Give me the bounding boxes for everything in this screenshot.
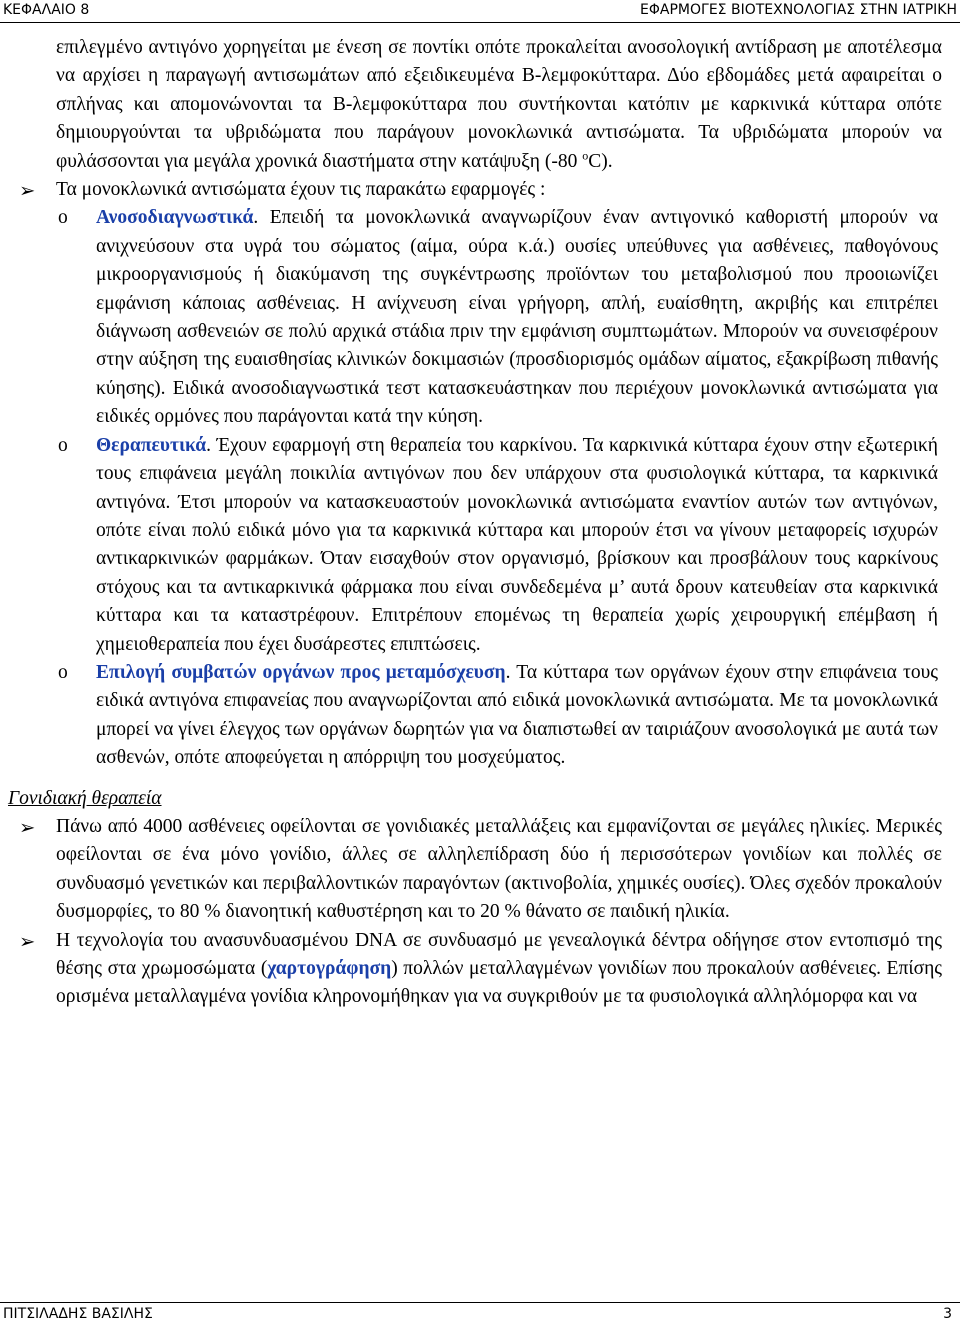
- page-body: [0, 34, 960, 1012]
- applications-intro: [0, 176, 960, 204]
- application-item: [0, 659, 960, 773]
- arrow-bullet-icon: ➢: [19, 931, 36, 953]
- author-name: ΠΙΤΣΙΛΑΔΗΣ ΒΑΣΙΛΗΣ: [3, 1306, 153, 1322]
- application-text: . Τα κύτταρα των οργάνων έχουν στην επιφάνεια τους ειδικά αντιγόνα επιφανείας που αναγνωρίζονται από ειδικά μονοκλωνικά αντισώματα. Με τα μονοκλωνικά μπορεί να γίνει έλεγχος των οργάνων δωρητών για να διαπιστωθεί αν ταιριάζουν ανοσολογικά με αυτά των ασθενών, οπότε αποφεύγεται η απόρριψη του μοσχεύματος.: [96, 661, 938, 769]
- page-header: [0, 0, 960, 24]
- gene-point: [0, 927, 960, 1012]
- header-title: ΕΦΑΡΜΟΓΕΣ ΒΙΟΤΕΧΝΟΛΟΓΙΑΣ ΣΤΗΝ ΙΑΤΡΙΚΗ: [640, 2, 957, 18]
- application-text: . Επειδή τα μονοκλωνικά αναγνωρίζουν έναν αντιγονικό καθοριστή μπορούν να ανιχνεύσουν στα υγρά του σώματος (αίμα, ούρα κ.ά.) ουσίες υπεύθυνες για ασθένειες, παθογόνους μικροοργανισμούς ή διακύμανση της συγκέντρωσης προϊόντων του μεταβολισμού που προοιωνίζει εμφάνιση κάποιας ασθένειας. Η ανίχνευση είναι γρήγορη, απλή, ευαίσθητη, ακριβής και επιτρέπει διάγνωση ασθενειών σε πολύ αρχικά στάδια πριν την εμφάνιση συμπτωμάτων. Μπορούν να συνεισφέρουν στην αύξηση της ευαισθησίας κλινικών δοκιμασιών (προσδιορισμός ομάδων αίματος, εξακρίβωση πιθανής κύησης). Ειδικά ανοσοδιαγνωστικά τεστ κατασκευάστηκαν που περιέχουν μονοκλωνικά αντισώματα για ειδικές ορμόνες που παράγονται κατά την κύηση.: [96, 207, 938, 428]
- degree-sup: ο: [582, 148, 589, 163]
- section-heading: Γονιδιακή θεραπεία: [8, 787, 162, 809]
- intro-paragraph: [0, 34, 960, 176]
- header-rule: [0, 22, 960, 23]
- page-number: 3: [943, 1306, 952, 1322]
- circle-bullet-icon: o: [58, 207, 68, 229]
- application-item: [0, 432, 960, 659]
- intro-text: επιλεγμένο αντιγόνο χορηγείται με ένεση σε ποντίκι οπότε προκαλείται ανοσολογική αντίδραση με αποτέλεσμα να αρχίσει η παραγωγή αντισωμάτων από εξειδικευμένα Β-λεμφοκύτταρα. Δύο εβδομάδες μετά αφαιρείται ο σπλήνας και απομονώνονται τα Β-λεμφοκύτταρα που συντήκονται κατόπιν με καρκινικά κύτταρα οπότε δημιουργούνται τα υβριδώματα που παράγουν μονοκλωνικά αντισώματα. Τα υβριδώματα μπορούν να φυλάσσονται για μεγάλα χρονικά διαστήματα στην κατάψυξη (-80: [56, 37, 942, 172]
- mapping-term: χαρτογράφηση: [267, 958, 392, 979]
- chapter-label: ΚΕΦΑΛΑΙΟ 8: [3, 2, 90, 18]
- circle-bullet-icon: o: [58, 434, 68, 456]
- application-text: . Έχουν εφαρμογή στη θεραπεία του καρκίνου. Τα καρκινικά κύτταρα έχουν στην εξωτερική τους επιφάνεια μεγάλη ποικιλία αντιγόνων που δεν υπάρχουν στα φυσιολογικά κύτταρα, τα καρκινικά αντιγόνα. Έτσι μπορούν να κατασκευαστούν μονοκλωνικά αντισώματα εναντίον αυτών των αντιγόνων, οπότε είναι πολύ ειδικά μόνο για τα καρκινικά κύτταρα και μπορούν έτσι να γίνουν μεταφορείς ισχυρών αντικαρκινικών φαρμάκων. Όταν εισαχθούν στον οργανισμό, βρίσκουν και προσβάλουν τους καρκίνους στόχους και τα αντικαρκινικά φάρμακα που είναι συνδεδεμένα μ’ αυτά δρουν κατευθείαν στα καρκινικά κύτταρα και τα καταστρέφουν. Επιτρέπουν επομένως τη θεραπεία χωρίς χειρουργική επέμβαση ή χημειοθεραπεία που έχει δυσάρεστες επιπτώσεις.: [96, 434, 938, 655]
- application-title: Ανοσοδιαγνωστικά: [96, 207, 254, 229]
- gene-point-text: Πάνω από 4000 ασθένειες οφείλονται σε γονιδιακές μεταλλάξεις και εμφανίζονται σε μεγάλες ηλικίες. Μερικές οφείλονται σε ένα μόνο γονίδιο, άλλες σε αλληλεπίδραση δύο ή περισσότερων γονιδίων και πολλές σε συνδυασμό γενετικών και περιβαλλοντικών παραγόντων (ακτινοβολία, χημικές ουσίες). Όλες σχεδόν προκαλούν δυσμορφίες, το 80 % διανοητική καθυστέρηση και το 20 % θάνατο σε παιδική ηλικία.: [56, 815, 942, 923]
- applications-intro-text: Τα μονοκλωνικά αντισώματα έχουν τις παρακάτω εφαρμογές :: [56, 179, 546, 201]
- page-footer: [0, 1302, 960, 1324]
- application-title: Επιλογή συμβατών οργάνων προς μεταμόσχευση: [96, 661, 506, 683]
- circle-bullet-icon: o: [58, 661, 68, 683]
- gene-point-text: Η τεχνολογία του ανασυνδυασμένου DNA σε συνδυασμό με γενεαλογικά δέντρα οδήγησε στον εντοπισμό της θέσης στα χρωμοσώματα (: [56, 929, 942, 979]
- gene-point-text-end: ) πολλών μεταλλαγμένων γονιδίων που προκαλούν ασθένειες. Επίσης ορισμένα μεταλλαγμένα γονίδια κληρονομήθηκαν για να συγκριθούν με τα φυσιολογικά αλληλόμορφα και να: [56, 958, 942, 1008]
- footer-rule: [0, 1302, 960, 1303]
- arrow-bullet-icon: ➢: [19, 817, 36, 839]
- gene-point: [0, 813, 960, 927]
- arrow-bullet-icon: ➢: [19, 181, 36, 203]
- application-item: [0, 204, 960, 431]
- intro-text-end: C).: [588, 150, 613, 172]
- application-title: Θεραπευτικά: [96, 434, 207, 456]
